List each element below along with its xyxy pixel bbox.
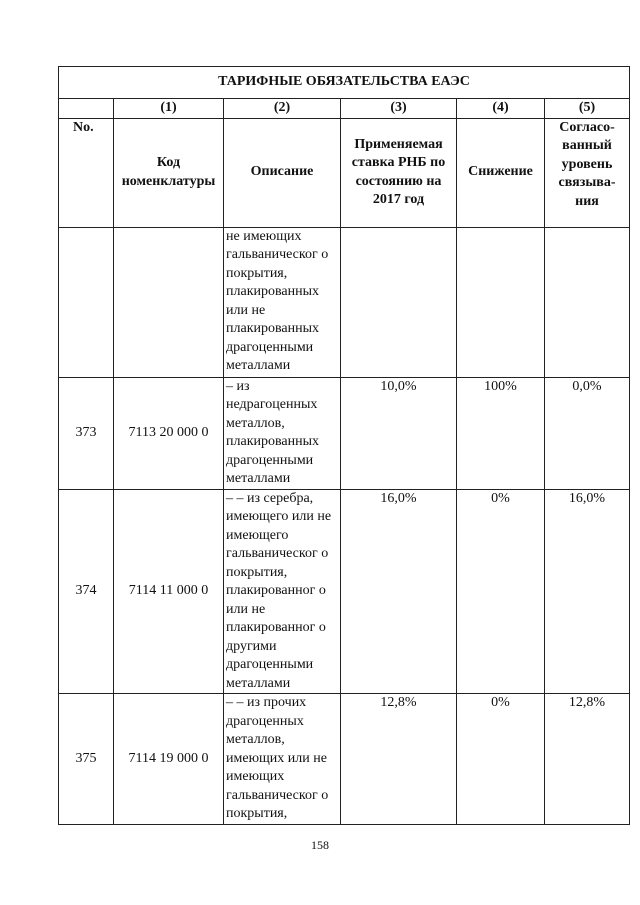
cell-bound: 16,0%: [545, 489, 630, 694]
table-row: [59, 227, 630, 377]
table-row: [59, 694, 630, 825]
column-number-1: (1): [114, 99, 224, 119]
column-number-4: (4): [457, 99, 545, 119]
cell-bound: 12,8%: [545, 694, 630, 825]
tariff-table: [58, 66, 630, 825]
column-header-row: [59, 118, 630, 227]
cell-code: 7113 20 000 0: [114, 377, 224, 489]
table-row: [59, 377, 630, 489]
header-no: No.: [59, 118, 114, 227]
cell-description: не имеющих гальваническог о покрытия, плакированных или не плакированных драгоценными металлами: [224, 227, 341, 377]
cell-reduction: 0%: [457, 489, 545, 694]
header-rate: Применяемая ставка РНБ по состоянию на 2017 год: [341, 118, 457, 227]
cell-rate: 12,8%: [341, 694, 457, 825]
cell-rate: [341, 227, 457, 377]
column-number-5: (5): [545, 99, 630, 119]
cell-no: [59, 227, 114, 377]
cell-bound: 0,0%: [545, 377, 630, 489]
cell-description: – – из прочих драгоценных металлов, имеющих или не имеющих гальваническог о покрытия,: [224, 694, 341, 825]
cell-no: 375: [59, 694, 114, 825]
header-reduction: Снижение: [457, 118, 545, 227]
cell-reduction: [457, 227, 545, 377]
cell-no: 373: [59, 377, 114, 489]
header-description: Описание: [224, 118, 341, 227]
table-row: [59, 489, 630, 694]
table-title: ТАРИФНЫЕ ОБЯЗАТЕЛЬСТВА ЕАЭС: [59, 67, 630, 99]
cell-rate: 10,0%: [341, 377, 457, 489]
cell-no: 374: [59, 489, 114, 694]
cell-reduction: 0%: [457, 694, 545, 825]
cell-rate: 16,0%: [341, 489, 457, 694]
cell-description: – – из серебра, имеющего или не имеющего гальваническог о покрытия, плакированног о или не плакированног о другими драгоценными металлами: [224, 489, 341, 694]
header-bound: Согласо-ванный уровень связыва-ния: [545, 118, 630, 227]
column-number-2: (2): [224, 99, 341, 119]
header-code: Код номенклатуры: [114, 118, 224, 227]
cell-bound: [545, 227, 630, 377]
cell-code: 7114 19 000 0: [114, 694, 224, 825]
cell-code: 7114 11 000 0: [114, 489, 224, 694]
cell-description: – из недрагоценных металлов, плакированных драгоценными металлами: [224, 377, 341, 489]
column-number-0: [59, 99, 114, 119]
page-number: 158: [311, 838, 329, 852]
table-title-row: [59, 67, 630, 99]
cell-reduction: 100%: [457, 377, 545, 489]
column-number-row: [59, 99, 630, 119]
column-number-3: (3): [341, 99, 457, 119]
cell-code: [114, 227, 224, 377]
